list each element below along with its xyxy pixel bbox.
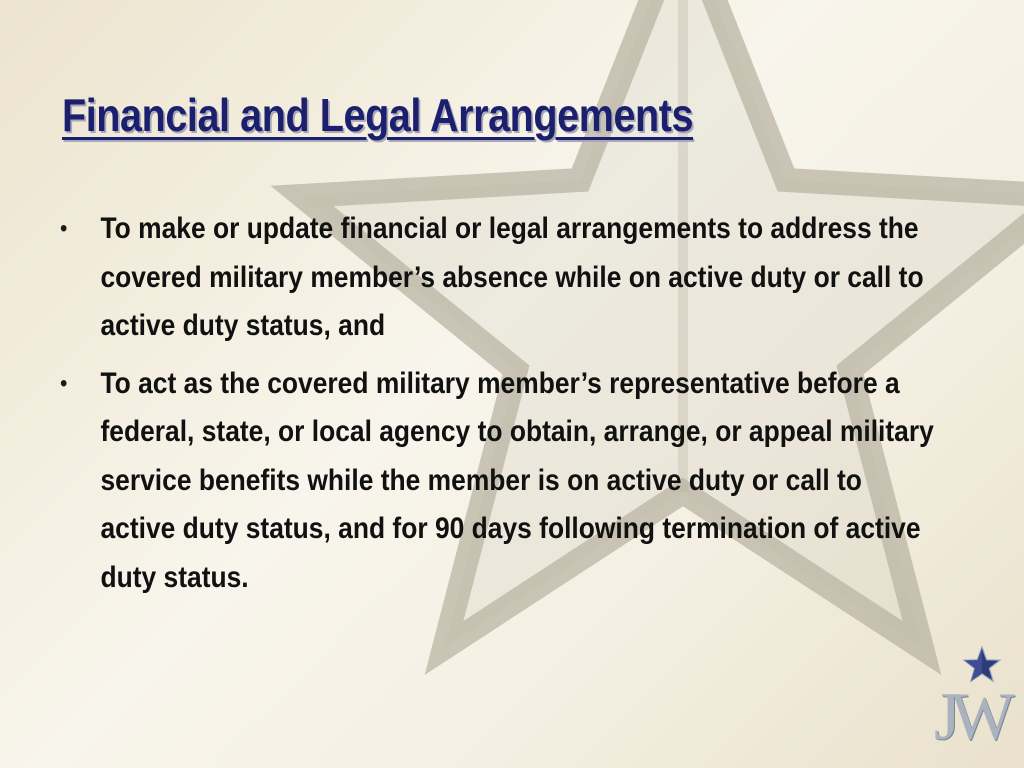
list-item <box>60 360 940 603</box>
bullet-marker: • <box>60 215 68 242</box>
bullet-text: To make or update financial or legal arrangements to address the covered military member’s absence while on active duty or call to active duty status, and <box>100 212 924 342</box>
slide-title: Financial and Legal Arrangements <box>62 89 694 141</box>
logo <box>928 645 1024 768</box>
bullet-marker: • <box>60 369 68 397</box>
list-item <box>60 205 940 351</box>
logo-text: JW <box>934 678 1005 754</box>
bullet-list <box>60 205 940 611</box>
bullet-text: To act as the covered military member’s representative before a federal, state, or local agency to obtain, arrange, or appeal military service benefits while the member is on active duty or call to active duty status, and for 90 days following termination of active duty status. <box>100 366 934 594</box>
